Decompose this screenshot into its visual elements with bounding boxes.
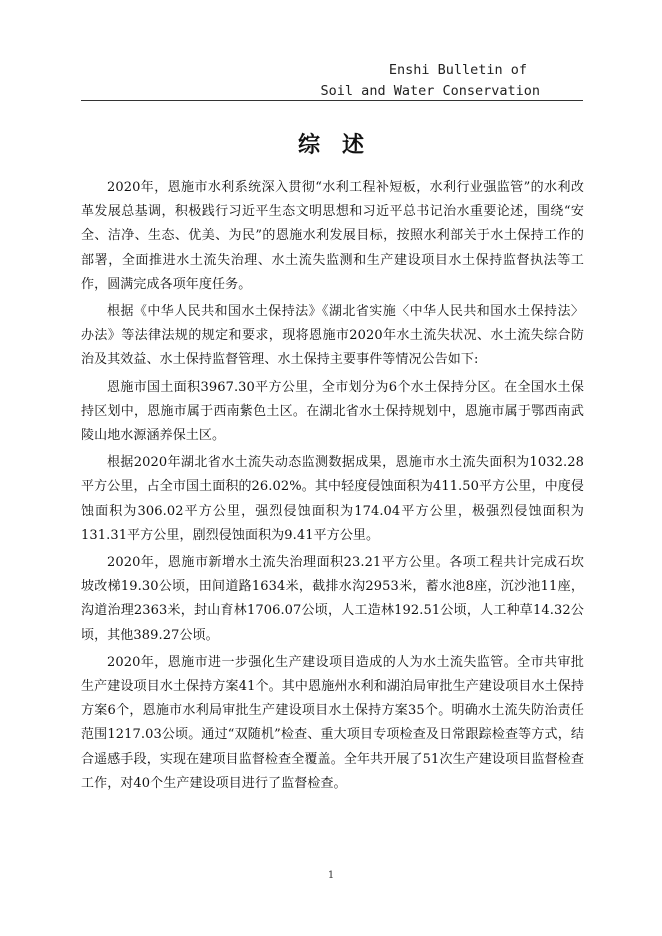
page-title: 综述 [297,133,386,158]
paragraph: 2020年，恩施市水利系统深入贯彻“水利工程补短板，水利行业强监管”的水利改革发展总基调，积极践行习近平生态文明思想和习近平总书记治水重要论述，围绕“安全、洁净、生态、优美、为民”的恩施水利发展目标，按照水利部关于水土保持工作的部署，全面推进水土流失治理、水土流失监测和生产建设项目水土保持监督执法等工作，圆满完成各项年度任务。 [81,180,584,292]
header-line-1: Enshi Bulletin of [388,62,527,78]
running-header [321,60,540,102]
page-number: 1 [327,870,335,881]
body-text [81,176,584,796]
paragraph: 根据《中华人民共和国水土保持法》《湖北省实施〈中华人民共和国水土保持法〉办法》等法律法规的规定和要求，现将恩施市2020年水土流失状况、水土流失综合防治及其效益、水土保持监督管理、水土保持主要事件等情况公告如下: [81,304,584,368]
paragraph: 根据2020年湖北省水土流失动态监测数据成果，恩施市水土流失面积为1032.28平方公里，占全市国土面积的26.02%。其中轻度侵蚀面积为411.50平方公里，中度侵蚀面积为306.02平方公里，强烈侵蚀面积为174.04平方公里，极强烈侵蚀面积为131.31平方公里，剧烈侵蚀面积为9.41平方公里。 [81,455,584,543]
header-line-2: Soil and Water Conservation [320,83,540,99]
header-rule [81,100,583,101]
paragraph: 2020年，恩施市进一步强化生产建设项目造成的人为水土流失监管。全市共审批生产建设项目水土保持方案41个。其中恩施州水利和湖泊局审批生产建设项目水土保持方案6个，恩施市水利局审批生产建设项目水土保持方案35个。明确水土流失防治责任范围1217.03公顷。通过“双随机”检查、重大项目专项检查及日常跟踪检查等方式，结合遥感手段，实现在建项目监督检查全覆盖。全年共开展了51次生产建设项目监督检查工作，对40个生产建设项目进行了监督检查。 [81,654,584,791]
paragraph: 2020年，恩施市新增水土流失治理面积23.21平方公里。各项工程共计完成石坎坡改梯19.30公顷，田间道路1634米，截排水沟2953米，蓄水池8座，沉沙池11座，沟道治理2363米，封山育林1706.07公顷，人工造林192.51公顷，人工种草14.32公顷，其他389.27公顷。 [81,555,584,643]
paragraph: 恩施市国土面积3967.30平方公里，全市划分为6个水土保持分区。在全国水土保持区划中，恩施市属于西南紫色土区。在湖北省水土保持规划中，恩施市属于鄂西南武陵山地水源涵养保土区。 [81,379,584,444]
